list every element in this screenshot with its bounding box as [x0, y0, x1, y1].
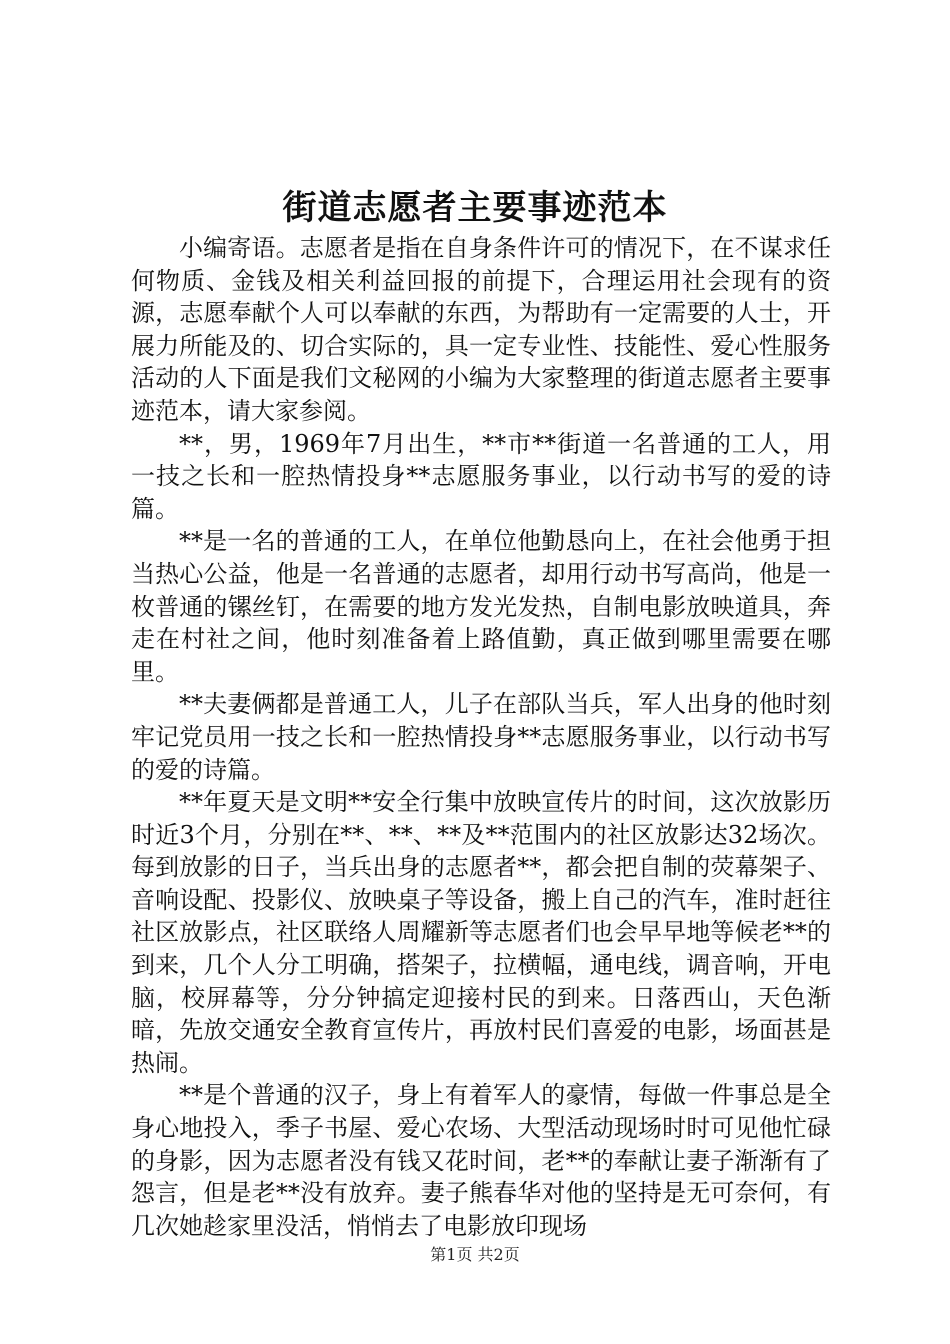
document-title: 街道志愿者主要事迹范本	[282, 188, 668, 228]
paragraph-screening: **年夏天是文明**安全行集中放映宣传片的时间，这次放影历时近3个月，分别在**、**、**及**范围内的社区放影达32场次。每到放影的日子，当兵出身的志愿者**，都会把自制的荧幕架子、音响设配、投影仪、放映桌子等设备，搬上自己的汽车，准时赶往社区放影点，社区联络人周耀新等志愿者们也会早早地等候老**的到来，几个人分工明确，搭架子，拉横幅，通电线，调音响，开电脑，校屏幕等，分分钟搞定迎接村民的到来。日落西山，天色渐暗，先放交通安全教育宣传片，再放村民们喜爱的电影，场面甚是热闹。	[131, 788, 831, 1077]
paragraph-intro: 小编寄语。志愿者是指在自身条件许可的情况下，在不谋求任何物质、金钱及相关利益回报的前提下，合理运用社会现有的资源，志愿奉献个人可以奉献的东西，为帮助有一定需要的人士，开展力所能及的、切合实际的，具一定专业性、技能性、爱心性服务活动的人下面是我们文秘网的小编为大家整理的街道志愿者主要事迹范本，请大家参阅。	[131, 234, 831, 425]
paragraph-profile: **，男，1969年7月出生，**市**街道一名普通的工人，用一技之长和一腔热情投身**志愿服务事业，以行动书写的爱的诗篇。	[131, 429, 831, 523]
paragraph-dedication: **是个普通的汉子，身上有着军人的豪情，每做一件事总是全身心地投入，季子书屋、爱心农场、大型活动现场时时可见他忙碌的身影，因为志愿者没有钱又花时间，老**的奉献让妻子渐渐有了怨言，但是老**没有放弃。妻子熊春华对他的坚持是无可奈何，有几次她趁家里没活，悄悄去了电影放印现场	[131, 1081, 831, 1240]
document-body	[131, 232, 831, 1242]
page-number-footer: 第1页 共2页	[430, 1245, 520, 1264]
paragraph-family: **夫妻俩都是普通工人，儿子在部队当兵，军人出身的他时刻牢记党员用一技之长和一腔热情投身**志愿服务事业，以行动书写的爱的诗篇。	[131, 690, 831, 784]
paragraph-character: **是一名的普通的工人，在单位他勤恳向上，在社会他勇于担当热心公益，他是一名普通的志愿者，却用行动书写高尚，他是一枚普通的镙丝钉，在需要的地方发光发热，自制电影放映道具，奔走在村社之间，他时刻准备着上路值勤，真正做到哪里需要在哪里。	[131, 527, 831, 686]
